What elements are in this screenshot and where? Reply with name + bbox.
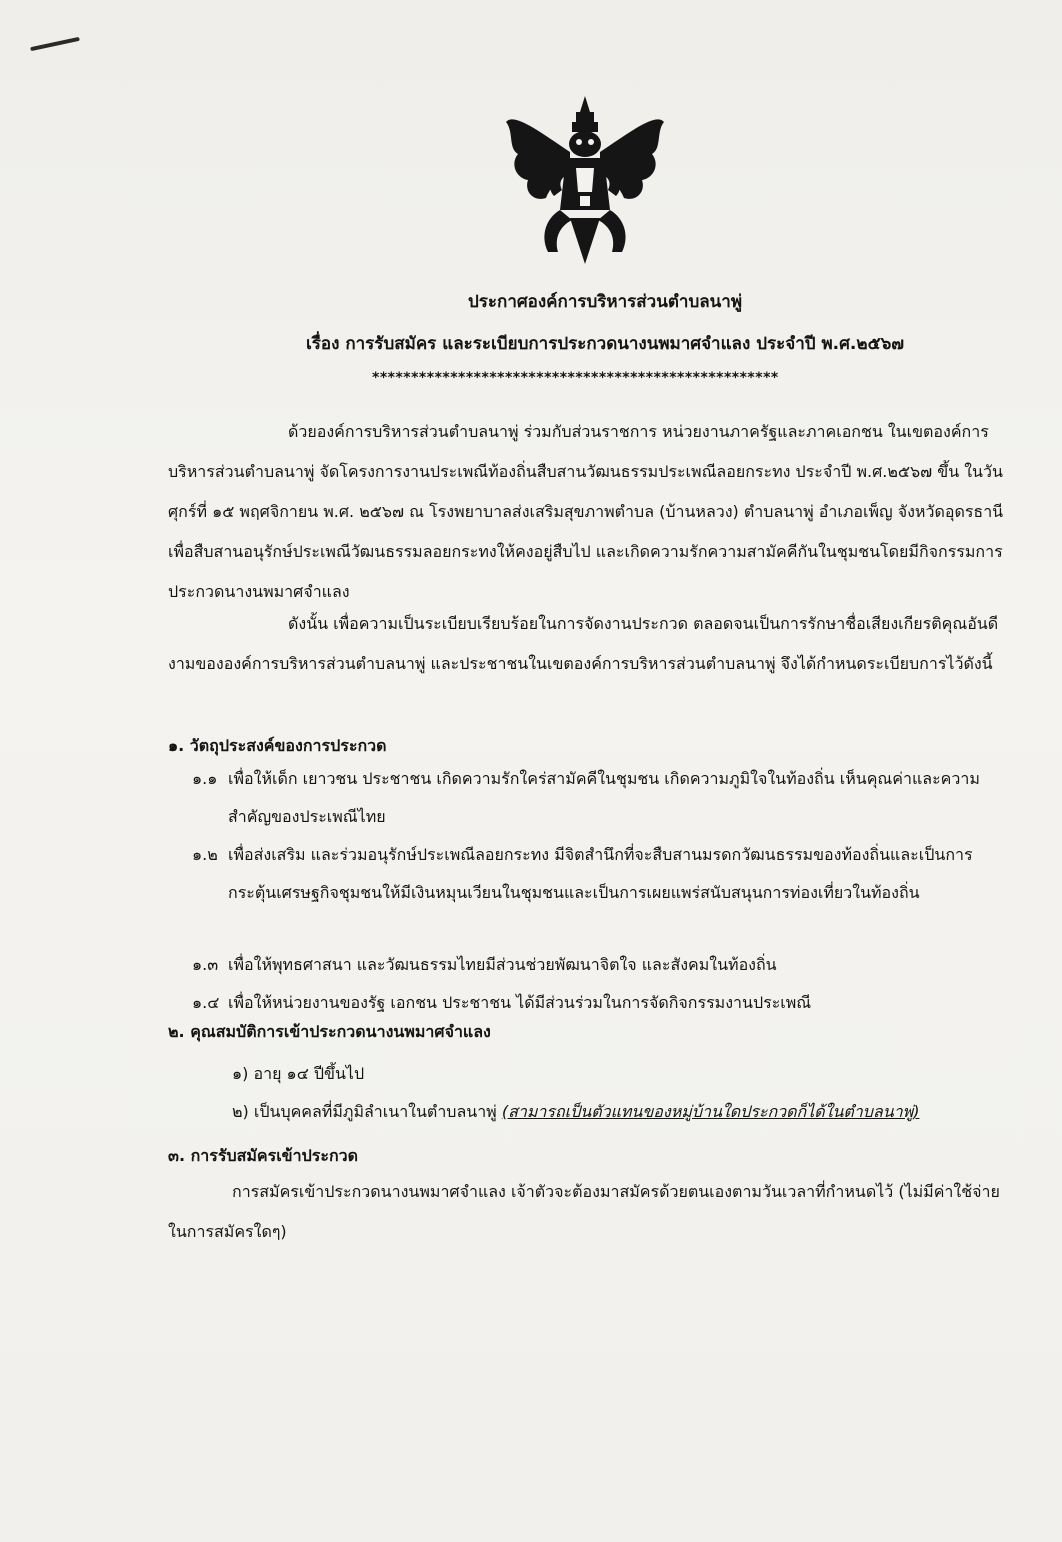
application-paragraph [168, 1172, 1008, 1252]
section-2-heading: ๒. คุณสมบัติการเข้าประกวดนางนพมาศจำแลง [168, 1022, 491, 1041]
objective-item [192, 760, 1018, 836]
objective-item [192, 836, 1018, 912]
application-text: การสมัครเข้าประกวดนางนพมาศจำแลง เจ้าตัวจะต้องมาสมัครด้วยตนเองตามวันเวลาที่กำหนดไว้ (ไม่มีค่าใช้จ่ายในการสมัครใดๆ) [168, 1182, 1000, 1241]
qualification-residence-note: (สามารถเป็นตัวแทนของหมู่บ้านใดประกวดก็ได้ในตำบลนาพู่) [501, 1102, 920, 1121]
objective-text: เพื่อให้พุทธศาสนา และวัฒนธรรมไทยมีส่วนช่วยพัฒนาจิตใจ และสังคมในท้องถิ่น [228, 955, 777, 974]
intro-paragraph-1 [168, 412, 1008, 612]
objective-number: ๑.๒ [192, 845, 218, 864]
pen-mark [30, 37, 80, 51]
garuda-emblem-icon [500, 92, 670, 268]
intro-paragraph-1-text: ด้วยองค์การบริหารส่วนตำบลนาพู่ ร่วมกับส่วนราชการ หน่วยงานภาครัฐและภาคเอกชน ในเขตองค์การบริหารส่วนตำบลนาพู่ จัดโครงการงานประเพณีท้องถิ่นสืบสานวัฒนธรรมประเพณีลอยกระทง ประจำปี พ.ศ.๒๕๖๗ ขึ้น ในวันศุกร์ที่ ๑๕ พฤศจิกายน พ.ศ. ๒๕๖๗ ณ โรงพยาบาลส่งเสริมสุขภาพตำบล (บ้านหลวง) ตำบลนาพู่ อำเภอเพ็ญ จังหวัดอุดรธานี เพื่อสืบสานอนุรักษ์ประเพณีวัฒนธรรมลอยกระทงให้คงอยู่สืบไป และเกิดความรักความสามัคคีกันในชุมชนโดยมีกิจกรรมการประกวดนางนพมาศจำแลง [168, 422, 1004, 601]
section-1-heading: ๑. วัตถุประสงค์ของการประกวด [168, 736, 387, 755]
objective-text: เพื่อส่งเสริม และร่วมอนุรักษ์ประเพณีลอยกระทง มีจิตสำนึกที่จะสืบสานมรดกวัฒนธรรมของท้องถิ่นและเป็นการกระตุ้นเศรษฐกิจชุมชนให้มีเงินหมุนเวียนในชุมชนและเป็นการเผยแพร่สนับสนุนการท่องเที่ยวในท้องถิ่น [228, 845, 973, 902]
separator-line: **************************************************** [372, 370, 779, 386]
announcement-subject: เรื่อง การรับสมัคร และระเบียบการประกวดนางนพมาศจำแลง ประจำปี พ.ศ.๒๕๖๗ [305, 334, 905, 354]
objective-item [192, 984, 1018, 1022]
objective-text: เพื่อให้หน่วยงานของรัฐ เอกชน ประชาชน ได้มีส่วนร่วมในการจัดกิจกรรมงานประเพณี [228, 993, 812, 1012]
objective-item [192, 946, 1018, 984]
qualification-residence-text: ๒) เป็นบุคคลที่มีภูมิลำเนาในตำบลนาพู่ [232, 1102, 497, 1121]
objective-text: เพื่อให้เด็ก เยาวชน ประชาชน เกิดความรักใคร่สามัคคีในชุมชน เกิดความภูมิใจในท้องถิ่น เห็นคุณค่าและความสำคัญของประเพณีไทย [228, 769, 980, 826]
objective-number: ๑.๔ [192, 993, 220, 1012]
intro-paragraph-2-text: ดังนั้น เพื่อความเป็นระเบียบเรียบร้อยในการจัดงานประกวด ตลอดจนเป็นการรักษาชื่อเสียงเกียรติคุณอันดีงามขององค์การบริหารส่วนตำบลนาพู่ และประชาชนในเขตองค์การบริหารส่วนตำบลนาพู่ จึงได้กำหนดระเบียบการไว้ดังนี้ [168, 614, 999, 673]
intro-paragraph-2 [168, 604, 1008, 684]
objective-number: ๑.๓ [192, 955, 219, 974]
qualification-age: ๑) อายุ ๑๔ ปีขึ้นไป [232, 1064, 365, 1083]
qualification-residence [232, 1100, 919, 1125]
section-3-heading: ๓. การรับสมัครเข้าประกวด [168, 1146, 359, 1165]
objective-number: ๑.๑ [192, 769, 218, 788]
announcement-title: ประกาศองค์การบริหารส่วนตำบลนาพู่ [467, 292, 743, 312]
